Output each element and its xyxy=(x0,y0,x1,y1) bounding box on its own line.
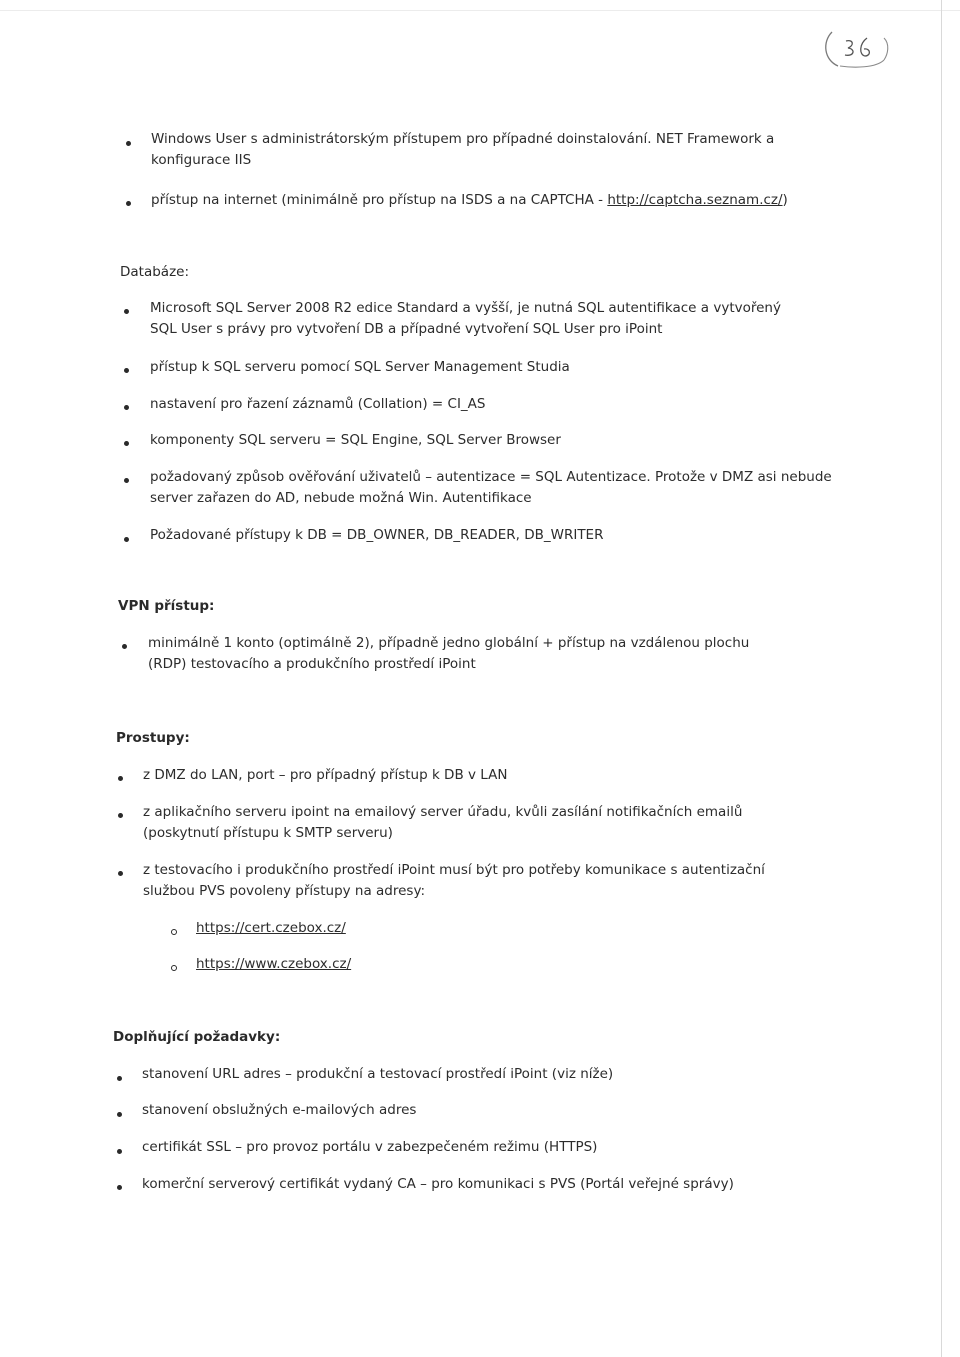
databaze-item-collation: nastavení pro řazení záznamů (Collation) = CI_AS xyxy=(150,396,486,412)
prostupy-item-dmz-lan: z DMZ do LAN, port – pro případný přístup k DB v LAN xyxy=(143,767,508,783)
databaze-item-authentication: požadovaný způsob ověřování uživatelů – autentizace = SQL Autentizace. Protože v DMZ asi nebude server zařazen do AD, nebude možná Win. Autentifikace xyxy=(150,469,832,506)
bullet-icon xyxy=(117,1112,122,1117)
intro-internet-suffix: ) xyxy=(782,192,788,208)
link-www-czebox[interactable]: https://www.czebox.cz/ xyxy=(196,956,352,972)
bullet-icon xyxy=(124,309,129,314)
heading-databaze: Databáze: xyxy=(120,264,190,280)
link-cert-czebox[interactable]: https://cert.czebox.cz/ xyxy=(196,920,346,936)
bullet-icon xyxy=(124,405,129,410)
captcha-link[interactable]: http://captcha.seznam.cz/ xyxy=(607,192,783,208)
bullet-icon xyxy=(117,1185,122,1190)
doplnujici-item-ssl: certifikát SSL – pro provoz portálu v zabezpečeném režimu (HTTPS) xyxy=(142,1139,598,1155)
databaze-item-access-rights: Požadované přístupy k DB = DB_OWNER, DB_READER, DB_WRITER xyxy=(150,527,604,543)
doplnujici-item-email: stanovení obslužných e-mailových adres xyxy=(142,1102,417,1118)
circle-bullet-icon xyxy=(171,929,177,935)
bullet-icon xyxy=(118,871,123,876)
heading-doplnujici: Doplňující požadavky: xyxy=(113,1029,281,1045)
bullet-icon xyxy=(124,441,129,446)
intro-internet-text: přístup na internet (minimálně pro přístup na ISDS a na CAPTCHA - xyxy=(151,192,608,208)
databaze-item-management-studio: přístup k SQL serveru pomocí SQL Server Management Studia xyxy=(150,359,570,375)
databaze-item-sql-server: Microsoft SQL Server 2008 R2 edice Standard a vyšší, je nutná SQL autentifikace a vytvořený SQL User s právy pro vytvoření DB a případné vytvoření SQL User pro iPoint xyxy=(150,300,781,337)
scan-top-edge xyxy=(0,10,960,11)
bullet-icon xyxy=(124,537,129,542)
bullet-icon xyxy=(124,478,129,483)
bullet-icon xyxy=(117,1076,122,1081)
prostupy-item-email-server: z aplikačního serveru ipoint na emailový server úřadu, kvůli zasílání notifikačních emailů (poskytnutí přístupu k SMTP serveru) xyxy=(143,804,743,841)
databaze-item-components: komponenty SQL serveru = SQL Engine, SQL Server Browser xyxy=(150,432,561,448)
bullet-icon xyxy=(118,776,123,781)
heading-prostupy: Prostupy: xyxy=(116,730,190,746)
vpn-item-accounts: minimálně 1 konto (optimálně 2), případně jedno globální + přístup na vzdálenou plochu (RDP) testovacího a produkčního prostředí iPoint xyxy=(148,635,750,672)
bullet-icon xyxy=(122,644,127,649)
prostupy-item-pvs-access: z testovacího i produkčního prostředí iPoint musí být pro potřeby komunikace s autentizační službou PVS povoleny přístupy na adresy: xyxy=(143,862,765,899)
doplnujici-item-url: stanovení URL adres – produkční a testovací prostředí iPoint (viz níže) xyxy=(142,1066,614,1082)
heading-vpn: VPN přístup: xyxy=(118,598,215,614)
bullet-icon xyxy=(117,1149,122,1154)
bullet-icon xyxy=(118,813,123,818)
bullet-icon xyxy=(126,201,131,206)
circle-bullet-icon xyxy=(171,965,177,971)
bullet-icon xyxy=(126,141,131,146)
handwritten-page-number xyxy=(818,26,894,72)
intro-item-internet xyxy=(151,190,841,211)
doplnujici-item-certificate: komerční serverový certifikát vydaný CA – pro komunikaci s PVS (Portál veřejné správy) xyxy=(142,1176,734,1192)
intro-item-windows-user: Windows User s administrátorským přístupem pro případné doinstalování. NET Framework a konfigurace IIS xyxy=(151,131,775,168)
bullet-icon xyxy=(124,368,129,373)
scan-right-edge xyxy=(941,0,942,1357)
